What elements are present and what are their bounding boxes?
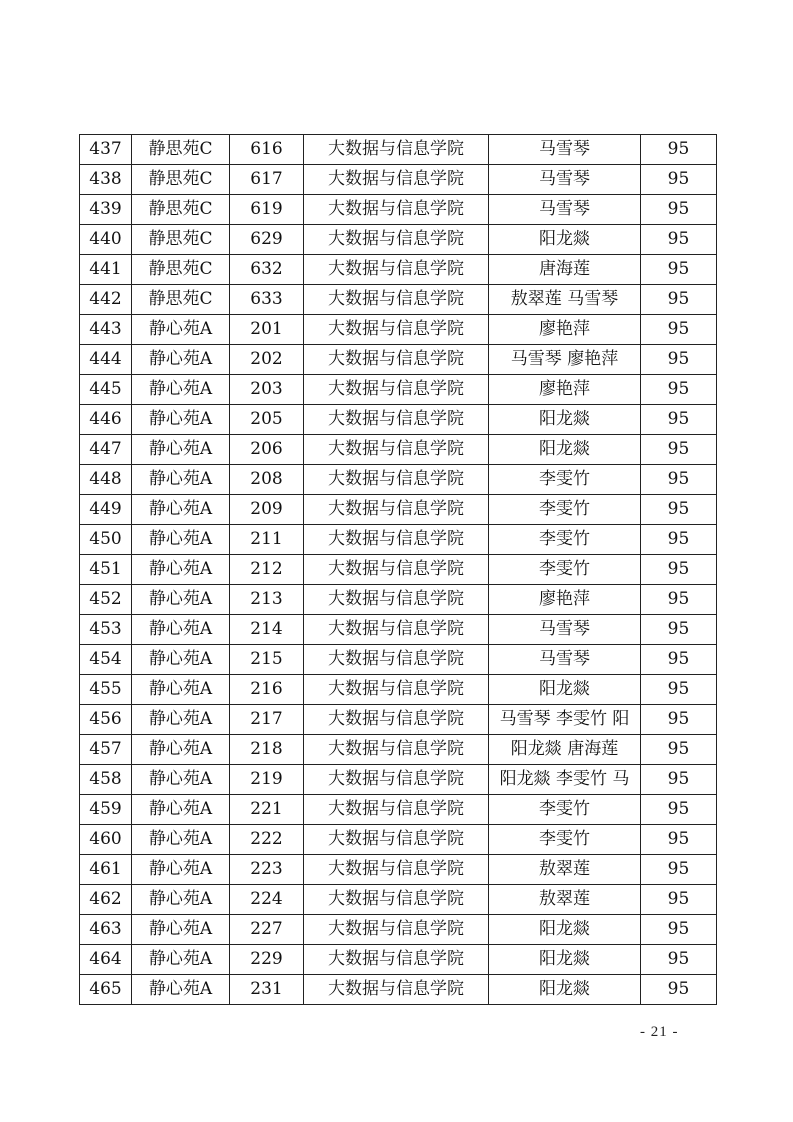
college-cell: 大数据与信息学院 xyxy=(304,525,489,555)
college-cell: 大数据与信息学院 xyxy=(304,945,489,975)
college-cell: 大数据与信息学院 xyxy=(304,975,489,1005)
room-number-cell: 215 xyxy=(230,645,304,675)
table-row xyxy=(80,675,717,705)
inspector-cell: 廖艳萍 xyxy=(489,315,641,345)
inspection-table xyxy=(79,134,717,1005)
building-cell: 静心苑A xyxy=(132,945,230,975)
room-number-cell: 619 xyxy=(230,195,304,225)
score-cell: 95 xyxy=(641,165,717,195)
row-number-cell: 465 xyxy=(80,975,132,1005)
room-number-cell: 221 xyxy=(230,795,304,825)
row-number-cell: 452 xyxy=(80,585,132,615)
table-row xyxy=(80,225,717,255)
table-row xyxy=(80,765,717,795)
room-number-cell: 633 xyxy=(230,285,304,315)
room-number-cell: 208 xyxy=(230,465,304,495)
inspector-cell: 马雪琴 xyxy=(489,195,641,225)
row-number-cell: 462 xyxy=(80,885,132,915)
room-number-cell: 217 xyxy=(230,705,304,735)
college-cell: 大数据与信息学院 xyxy=(304,135,489,165)
table-row xyxy=(80,825,717,855)
row-number-cell: 441 xyxy=(80,255,132,285)
room-number-cell: 222 xyxy=(230,825,304,855)
room-number-cell: 617 xyxy=(230,165,304,195)
row-number-cell: 453 xyxy=(80,615,132,645)
college-cell: 大数据与信息学院 xyxy=(304,495,489,525)
room-number-cell: 227 xyxy=(230,915,304,945)
college-cell: 大数据与信息学院 xyxy=(304,675,489,705)
score-cell: 95 xyxy=(641,435,717,465)
inspector-cell: 敖翠莲 马雪琴 xyxy=(489,285,641,315)
college-cell: 大数据与信息学院 xyxy=(304,585,489,615)
building-cell: 静心苑A xyxy=(132,975,230,1005)
room-number-cell: 629 xyxy=(230,225,304,255)
row-number-cell: 447 xyxy=(80,435,132,465)
college-cell: 大数据与信息学院 xyxy=(304,765,489,795)
row-number-cell: 445 xyxy=(80,375,132,405)
building-cell: 静心苑A xyxy=(132,825,230,855)
score-cell: 95 xyxy=(641,705,717,735)
college-cell: 大数据与信息学院 xyxy=(304,645,489,675)
inspector-cell: 廖艳萍 xyxy=(489,585,641,615)
table-row xyxy=(80,555,717,585)
room-number-cell: 231 xyxy=(230,975,304,1005)
score-cell: 95 xyxy=(641,525,717,555)
score-cell: 95 xyxy=(641,195,717,225)
table-row xyxy=(80,525,717,555)
inspector-cell: 李雯竹 xyxy=(489,795,641,825)
room-number-cell: 211 xyxy=(230,525,304,555)
row-number-cell: 458 xyxy=(80,765,132,795)
room-number-cell: 218 xyxy=(230,735,304,765)
college-cell: 大数据与信息学院 xyxy=(304,735,489,765)
college-cell: 大数据与信息学院 xyxy=(304,555,489,585)
room-number-cell: 223 xyxy=(230,855,304,885)
room-number-cell: 209 xyxy=(230,495,304,525)
score-cell: 95 xyxy=(641,465,717,495)
table-row xyxy=(80,645,717,675)
score-cell: 95 xyxy=(641,855,717,885)
row-number-cell: 437 xyxy=(80,135,132,165)
building-cell: 静心苑A xyxy=(132,885,230,915)
building-cell: 静心苑A xyxy=(132,675,230,705)
row-number-cell: 438 xyxy=(80,165,132,195)
building-cell: 静心苑A xyxy=(132,375,230,405)
score-cell: 95 xyxy=(641,765,717,795)
table-row xyxy=(80,435,717,465)
building-cell: 静心苑A xyxy=(132,645,230,675)
college-cell: 大数据与信息学院 xyxy=(304,825,489,855)
building-cell: 静心苑A xyxy=(132,435,230,465)
inspector-cell: 阳龙燚 xyxy=(489,435,641,465)
building-cell: 静思苑C xyxy=(132,195,230,225)
row-number-cell: 464 xyxy=(80,945,132,975)
building-cell: 静心苑A xyxy=(132,705,230,735)
college-cell: 大数据与信息学院 xyxy=(304,255,489,285)
building-cell: 静心苑A xyxy=(132,495,230,525)
score-cell: 95 xyxy=(641,315,717,345)
building-cell: 静心苑A xyxy=(132,795,230,825)
building-cell: 静思苑C xyxy=(132,255,230,285)
page-number: - 21 - xyxy=(640,1024,679,1040)
inspector-cell: 马雪琴 xyxy=(489,135,641,165)
score-cell: 95 xyxy=(641,945,717,975)
row-number-cell: 439 xyxy=(80,195,132,225)
table-row xyxy=(80,345,717,375)
building-cell: 静心苑A xyxy=(132,525,230,555)
college-cell: 大数据与信息学院 xyxy=(304,795,489,825)
room-number-cell: 202 xyxy=(230,345,304,375)
college-cell: 大数据与信息学院 xyxy=(304,915,489,945)
college-cell: 大数据与信息学院 xyxy=(304,345,489,375)
table-row xyxy=(80,315,717,345)
table-row xyxy=(80,915,717,945)
building-cell: 静思苑C xyxy=(132,285,230,315)
row-number-cell: 446 xyxy=(80,405,132,435)
inspector-cell: 马雪琴 xyxy=(489,645,641,675)
row-number-cell: 460 xyxy=(80,825,132,855)
room-number-cell: 201 xyxy=(230,315,304,345)
score-cell: 95 xyxy=(641,495,717,525)
score-cell: 95 xyxy=(641,675,717,705)
college-cell: 大数据与信息学院 xyxy=(304,225,489,255)
table-row xyxy=(80,945,717,975)
building-cell: 静心苑A xyxy=(132,735,230,765)
table-row xyxy=(80,495,717,525)
inspector-cell: 李雯竹 xyxy=(489,555,641,585)
score-cell: 95 xyxy=(641,645,717,675)
table-row xyxy=(80,195,717,225)
college-cell: 大数据与信息学院 xyxy=(304,165,489,195)
row-number-cell: 451 xyxy=(80,555,132,585)
inspector-cell: 李雯竹 xyxy=(489,525,641,555)
room-number-cell: 219 xyxy=(230,765,304,795)
building-cell: 静心苑A xyxy=(132,345,230,375)
score-cell: 95 xyxy=(641,255,717,285)
table-body xyxy=(80,135,717,1005)
college-cell: 大数据与信息学院 xyxy=(304,855,489,885)
college-cell: 大数据与信息学院 xyxy=(304,885,489,915)
row-number-cell: 456 xyxy=(80,705,132,735)
room-number-cell: 216 xyxy=(230,675,304,705)
college-cell: 大数据与信息学院 xyxy=(304,285,489,315)
score-cell: 95 xyxy=(641,225,717,255)
table-row xyxy=(80,285,717,315)
score-cell: 95 xyxy=(641,735,717,765)
row-number-cell: 442 xyxy=(80,285,132,315)
score-cell: 95 xyxy=(641,915,717,945)
college-cell: 大数据与信息学院 xyxy=(304,705,489,735)
table-row xyxy=(80,255,717,285)
building-cell: 静心苑A xyxy=(132,615,230,645)
table-row xyxy=(80,165,717,195)
row-number-cell: 448 xyxy=(80,465,132,495)
table-row xyxy=(80,855,717,885)
inspector-cell: 阳龙燚 xyxy=(489,405,641,435)
inspector-cell: 敖翠莲 xyxy=(489,885,641,915)
college-cell: 大数据与信息学院 xyxy=(304,435,489,465)
inspector-cell: 李雯竹 xyxy=(489,825,641,855)
row-number-cell: 450 xyxy=(80,525,132,555)
row-number-cell: 455 xyxy=(80,675,132,705)
college-cell: 大数据与信息学院 xyxy=(304,615,489,645)
score-cell: 95 xyxy=(641,375,717,405)
inspector-cell: 马雪琴 李雯竹 阳 xyxy=(489,705,641,735)
inspector-cell: 阳龙燚 xyxy=(489,975,641,1005)
room-number-cell: 224 xyxy=(230,885,304,915)
building-cell: 静心苑A xyxy=(132,585,230,615)
room-number-cell: 229 xyxy=(230,945,304,975)
score-cell: 95 xyxy=(641,885,717,915)
inspector-cell: 敖翠莲 xyxy=(489,855,641,885)
score-cell: 95 xyxy=(641,585,717,615)
college-cell: 大数据与信息学院 xyxy=(304,375,489,405)
inspector-cell: 阳龙燚 李雯竹 马 xyxy=(489,765,641,795)
table-row xyxy=(80,735,717,765)
score-cell: 95 xyxy=(641,555,717,585)
score-cell: 95 xyxy=(641,405,717,435)
room-number-cell: 205 xyxy=(230,405,304,435)
building-cell: 静心苑A xyxy=(132,405,230,435)
score-cell: 95 xyxy=(641,345,717,375)
inspector-cell: 李雯竹 xyxy=(489,495,641,525)
inspector-cell: 阳龙燚 xyxy=(489,225,641,255)
score-cell: 95 xyxy=(641,285,717,315)
table-row xyxy=(80,795,717,825)
row-number-cell: 449 xyxy=(80,495,132,525)
room-number-cell: 203 xyxy=(230,375,304,405)
score-cell: 95 xyxy=(641,795,717,825)
row-number-cell: 459 xyxy=(80,795,132,825)
inspector-cell: 阳龙燚 xyxy=(489,915,641,945)
score-cell: 95 xyxy=(641,825,717,855)
building-cell: 静思苑C xyxy=(132,225,230,255)
table-row xyxy=(80,615,717,645)
inspector-cell: 唐海莲 xyxy=(489,255,641,285)
room-number-cell: 632 xyxy=(230,255,304,285)
row-number-cell: 444 xyxy=(80,345,132,375)
college-cell: 大数据与信息学院 xyxy=(304,195,489,225)
row-number-cell: 463 xyxy=(80,915,132,945)
inspector-cell: 李雯竹 xyxy=(489,465,641,495)
building-cell: 静心苑A xyxy=(132,855,230,885)
college-cell: 大数据与信息学院 xyxy=(304,315,489,345)
row-number-cell: 440 xyxy=(80,225,132,255)
score-cell: 95 xyxy=(641,615,717,645)
row-number-cell: 461 xyxy=(80,855,132,885)
room-number-cell: 213 xyxy=(230,585,304,615)
building-cell: 静心苑A xyxy=(132,465,230,495)
score-cell: 95 xyxy=(641,975,717,1005)
building-cell: 静心苑A xyxy=(132,555,230,585)
row-number-cell: 443 xyxy=(80,315,132,345)
building-cell: 静思苑C xyxy=(132,165,230,195)
college-cell: 大数据与信息学院 xyxy=(304,405,489,435)
inspector-cell: 马雪琴 xyxy=(489,165,641,195)
table-row xyxy=(80,465,717,495)
room-number-cell: 206 xyxy=(230,435,304,465)
inspector-cell: 马雪琴 xyxy=(489,615,641,645)
inspector-cell: 阳龙燚 xyxy=(489,675,641,705)
table-row xyxy=(80,375,717,405)
room-number-cell: 212 xyxy=(230,555,304,585)
table-row xyxy=(80,975,717,1005)
table-row xyxy=(80,135,717,165)
table-row xyxy=(80,585,717,615)
building-cell: 静心苑A xyxy=(132,315,230,345)
inspector-cell: 马雪琴 廖艳萍 xyxy=(489,345,641,375)
building-cell: 静思苑C xyxy=(132,135,230,165)
room-number-cell: 214 xyxy=(230,615,304,645)
building-cell: 静心苑A xyxy=(132,765,230,795)
score-cell: 95 xyxy=(641,135,717,165)
inspector-cell: 阳龙燚 xyxy=(489,945,641,975)
room-number-cell: 616 xyxy=(230,135,304,165)
row-number-cell: 454 xyxy=(80,645,132,675)
college-cell: 大数据与信息学院 xyxy=(304,465,489,495)
building-cell: 静心苑A xyxy=(132,915,230,945)
inspector-cell: 廖艳萍 xyxy=(489,375,641,405)
table-row xyxy=(80,405,717,435)
inspector-cell: 阳龙燚 唐海莲 xyxy=(489,735,641,765)
table-row xyxy=(80,705,717,735)
table-row xyxy=(80,885,717,915)
row-number-cell: 457 xyxy=(80,735,132,765)
